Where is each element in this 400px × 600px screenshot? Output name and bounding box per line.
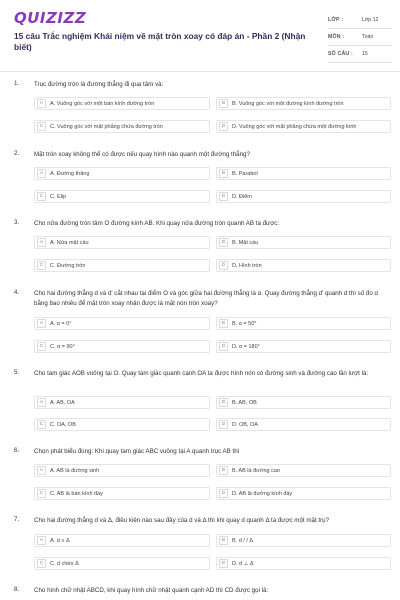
option-letter: D [219,261,228,270]
option-c[interactable] [34,340,210,353]
option-text: A. AB, OA [50,399,75,406]
option-text: D. α = 180° [232,343,260,350]
option-letter: C [37,559,46,568]
meta-row-class [328,12,392,29]
option-c[interactable] [34,418,210,431]
option-letter: B [219,536,228,545]
meta-label: MÔN : [328,34,345,40]
question-text: Chọn phát biểu đúng: Khi quay tam giác ABC vuông tại A quanh trục AB thì [34,448,240,455]
option-a[interactable] [34,317,210,330]
question-number: 2. [14,150,20,157]
option-letter: C [37,122,46,131]
question-text: Cho hai đường thẳng d và Δ, điều kiện nào sau đây của d và Δ thì khi quay d quanh Δ ta được một mặt trụ? [34,517,330,524]
option-b[interactable] [216,396,391,409]
option-letter: C [37,489,46,498]
document-title: 15 câu Trắc nghiệm Khái niệm về mặt tròn xoay có đáp án - Phần 2 (Nhận biết) [14,31,306,52]
option-c[interactable] [34,190,210,203]
meta-value: Lớp 12 [362,17,379,23]
question-number: 6. [14,447,20,454]
meta-row-count [328,46,392,63]
quizizz-logo: QUIZIZZ [14,9,87,27]
option-letter: C [37,342,46,351]
option-text: C. α = 90° [50,343,75,350]
option-a[interactable] [34,464,210,477]
option-letter: A [37,319,46,328]
option-letter: A [37,169,46,178]
option-text: B. Parabol [232,170,258,177]
option-letter: D [219,420,228,429]
option-letter: B [219,169,228,178]
option-text: A. AB là đường sinh [50,467,100,474]
question-number: 4. [14,289,20,296]
option-letter: D [219,122,228,131]
option-text: A. Nửa mặt cầu [50,239,89,246]
option-letter: C [37,420,46,429]
option-text: D. Hình tròn [232,262,262,269]
option-text: A. d ≡ Δ [50,537,70,544]
option-letter: A [37,466,46,475]
option-letter: C [37,192,46,201]
option-letter: B [219,99,228,108]
option-letter: D [219,192,228,201]
option-b[interactable] [216,464,391,477]
meta-table [328,12,392,63]
option-b[interactable] [216,167,391,180]
option-text: D. Vuông góc với mặt phẳng chứa một đường kính [232,123,357,130]
option-text: C. OA, OB [50,421,76,428]
option-a[interactable] [34,396,210,409]
question-number: 8. [14,586,20,593]
option-letter: A [37,238,46,247]
option-text: B. AB là đường cao [232,467,280,474]
meta-row-subject [328,29,392,46]
option-letter: D [219,342,228,351]
meta-label: LỚP : [328,17,344,23]
question-text: Cho tam giác AOB vuông tại O. Quay tam giác quanh cạnh OA ta được hình nón có đường sinh và đường cao lần lượt là: [34,370,369,377]
option-d[interactable] [216,418,391,431]
option-a[interactable] [34,534,210,547]
option-letter: B [219,319,228,328]
option-d[interactable] [216,259,391,272]
option-text: C. AB là bán kính đáy [50,490,103,497]
option-text: B. d / / Δ [232,537,254,544]
question-text: Mặt tròn xoay không thể có được nếu quay hình nào quanh một đường thẳng? [34,151,250,158]
question-text: Cho hai đường thẳng d và d' cắt nhau tại điểm O và góc giữa hai đường thẳng là α. Quay đường thẳng d' quanh d thì số đo α bằng bao nhiêu để mặt tròn xoay nhận được là mặt nón tròn xoay? [34,290,379,307]
option-text: A. α = 0° [50,320,72,327]
option-letter: A [37,398,46,407]
option-text: A. Vuông góc với một bán kính đường tròn [50,100,155,107]
option-letter: A [37,99,46,108]
option-letter: B [219,238,228,247]
question-text: Trục đường tròn là đường thẳng đi qua tâm và: [34,81,164,88]
option-c[interactable] [34,557,210,570]
question-number: 3. [14,219,20,226]
option-text: C. d chéo Δ [50,560,79,567]
option-d[interactable] [216,120,391,133]
option-d[interactable] [216,340,391,353]
option-b[interactable] [216,317,391,330]
option-b[interactable] [216,236,391,249]
meta-value: Toán [362,34,374,40]
option-text: C. Vuông góc với mặt phẳng chứa đường tròn [50,123,163,130]
option-letter: A [37,536,46,545]
option-a[interactable] [34,236,210,249]
option-text: B. Mặt cầu [232,239,259,246]
option-text: B. Vuông góc với một đường kính đường tròn [232,100,344,107]
option-letter: C [37,261,46,270]
option-text: A. Đường thẳng [50,170,90,177]
option-text: B. α = 50° [232,320,257,327]
document-header [0,0,400,72]
question-number: 1. [14,80,20,87]
option-c[interactable] [34,487,210,500]
option-a[interactable] [34,167,210,180]
meta-value: 15 [362,51,368,57]
option-d[interactable] [216,557,391,570]
option-letter: B [219,466,228,475]
option-b[interactable] [216,534,391,547]
option-text: D. OB, OA [232,421,258,428]
question-text: Cho hình chữ nhật ABCD, khi quay hình chữ nhật quanh cạnh AD thì CD được gọi là: [34,587,269,594]
option-text: B. AB, OB [232,399,257,406]
option-letter: B [219,398,228,407]
question-number: 7. [14,516,20,523]
option-text: C. Đường tròn [50,262,86,269]
option-text: C. Elip [50,193,67,200]
option-letter: D [219,489,228,498]
meta-label: SỐ CÂU : [328,51,353,57]
option-c[interactable] [34,259,210,272]
option-letter: D [219,559,228,568]
option-d[interactable] [216,487,391,500]
option-text: D. AB là đường kính đáy [232,490,293,497]
option-text: D. d ⊥ Δ [232,560,254,567]
option-text: D. Điểm [232,193,252,200]
option-c[interactable] [34,120,210,133]
question-number: 5. [14,369,20,376]
option-d[interactable] [216,190,391,203]
option-a[interactable] [34,97,210,110]
question-text: Cho nửa đường tròn tâm O đường kính AB. Khi quay nửa đường tròn quanh AB ta được: [34,220,280,227]
option-b[interactable] [216,97,391,110]
